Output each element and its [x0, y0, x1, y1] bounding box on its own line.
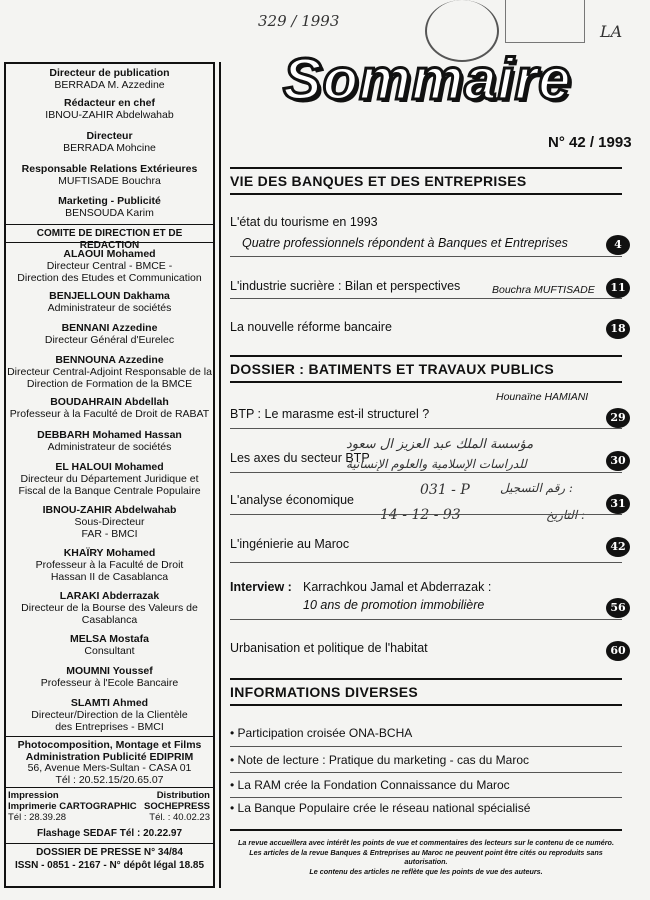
page-number-badge: 56 [606, 598, 630, 618]
article-title: L'ingénierie au Maroc [230, 537, 350, 551]
footer-notice [228, 838, 624, 876]
section-heading-infos: INFORMATIONS DIVERSES [230, 684, 419, 700]
masthead-person: BENSOUDA Karim [65, 207, 154, 219]
section-rule [230, 704, 622, 706]
member-desc: Casablanca [81, 614, 138, 626]
member-desc: Directeur du Département Juridique et [20, 473, 199, 485]
member-desc: Directeur Central-Adjoint Responsable de la [7, 366, 212, 378]
distribution-block [140, 790, 210, 823]
impression-name: Imprimerie CARTOGRAPHIC [8, 801, 137, 812]
masthead-block-1 [6, 97, 213, 121]
article-author: Hounaïne HAMIANI [496, 391, 589, 403]
info-separator [230, 746, 622, 747]
page-number-badge: 29 [606, 408, 630, 428]
article-separator [230, 562, 622, 563]
committee-title: COMITE DE DIRECTION ET DE REDACTION [36, 228, 183, 251]
committee-member [6, 461, 213, 497]
production-address: 56, Avenue Mers-Sultan - CASA 01 [27, 762, 192, 774]
member-name: BENJELLOUN Dakhama [49, 290, 170, 302]
article-author: Bouchra MUFTISADE [492, 284, 595, 296]
distribution-tel: Tél. : 40.02.23 [149, 812, 210, 823]
page-number-badge: 4 [606, 235, 630, 255]
library-stamp-rect [505, 0, 585, 43]
footer-line: Les articles de la revue Banques & Entreprises au Maroc ne peuvent point être cités ou reproduits sans autorisation. [249, 847, 603, 866]
stamp-registration-label: رقم التسجيل : [500, 481, 573, 495]
committee-member [6, 354, 213, 390]
masthead-role: Directeur [86, 130, 133, 142]
page-title: Sommaire [283, 47, 572, 112]
stamp-registration-value: 031 - P [420, 482, 470, 498]
article-title: La nouvelle réforme bancaire [230, 320, 392, 334]
info-separator [230, 772, 622, 773]
committee-member [6, 504, 213, 540]
production-divider [4, 736, 215, 737]
info-item: • La RAM crée la Fondation Connaissance du Maroc [230, 778, 510, 792]
column-divider [219, 62, 221, 888]
member-name: EL HALOUI Mohamed [55, 461, 164, 473]
article-separator [230, 256, 622, 257]
member-name: BOUDAHRAIN Abdellah [50, 396, 169, 408]
masthead-person: BERRADA M. Azzedine [54, 79, 165, 91]
footer-rule [230, 829, 622, 831]
section-rule [230, 381, 622, 383]
handwritten-reference: 329 / 1993 [258, 12, 340, 30]
member-name: MOUMNI Youssef [66, 665, 153, 677]
article-separator [230, 298, 622, 299]
committee-member [6, 633, 213, 657]
section-rule [230, 678, 622, 680]
masthead-block-0 [6, 67, 213, 91]
section-rule [230, 193, 622, 195]
masthead-role: Responsable Relations Extérieures [21, 163, 198, 175]
masthead-block-4 [6, 195, 213, 219]
interview-label: Interview : [230, 580, 292, 594]
article-separator [230, 619, 622, 620]
member-desc: Directeur de la Bourse des Valeurs de [21, 602, 198, 614]
impression-block [8, 790, 137, 823]
member-name: MELSA Mostafa [70, 633, 149, 645]
distribution-label: Distribution [156, 790, 210, 801]
page-number-badge: 30 [606, 451, 630, 471]
member-desc: Professeur à l'Ecole Bancaire [40, 677, 179, 689]
page-number-badge: 31 [606, 494, 630, 514]
stamp-institution-line2: للدراسات الإسلامية والعلوم الإنسانية [346, 457, 527, 471]
masthead-block-2 [6, 130, 213, 154]
stamp-institution-line1: مؤسسة الملك عبد العزيز ال سعود [346, 437, 534, 452]
member-name: LARAKI Abderrazak [59, 590, 160, 602]
masthead-person: BERRADA Mohcine [63, 142, 156, 154]
member-desc: Consultant [84, 645, 135, 657]
info-item: • La Banque Populaire crée le réseau national spécialisé [230, 801, 531, 815]
committee-member [6, 590, 213, 626]
member-desc: Direction des Etudes et Communication [17, 272, 202, 284]
member-desc: Direction de Formation de la BMCE [26, 378, 193, 390]
page-number-badge: 42 [606, 537, 630, 557]
member-desc: Administrateur de sociétés [47, 441, 172, 453]
impression-tel: Tél : 28.39.28 [8, 812, 67, 823]
page-number-badge: 18 [606, 319, 630, 339]
committee-member [6, 665, 213, 689]
article-title: L'analyse économique [230, 493, 354, 507]
committee-member [6, 429, 213, 453]
masthead-role: Marketing - Publicité [58, 195, 161, 207]
impression-label: Impression [8, 790, 59, 801]
production-line: Administration Publicité EDIPRIM [25, 750, 194, 763]
member-desc: Directeur Central - BMCE - [46, 260, 173, 272]
section-rule [230, 167, 622, 169]
member-desc: Fiscal de la Banque Centrale Populaire [18, 485, 201, 497]
article-separator [230, 514, 622, 515]
stamp-date-value: 14 - 12 - 93 [380, 507, 461, 523]
masthead-role: Rédacteur en chef [63, 97, 156, 109]
member-name: BENNANI Azzedine [61, 322, 158, 334]
handwritten-code: LA [600, 22, 623, 41]
member-desc: Administrateur de sociétés [47, 302, 172, 314]
masthead-person: IBNOU-ZAHIR Abdelwahab [45, 109, 174, 121]
committee-member [6, 396, 213, 420]
member-name: ALAOUI Mohamed [63, 248, 156, 260]
production-line: Photocomposition, Montage et Films [17, 739, 202, 751]
masthead-role: Directeur de publication [49, 67, 170, 79]
page-number-badge: 11 [606, 278, 630, 298]
page-number-badge: 60 [606, 641, 630, 661]
committee-member [6, 322, 213, 346]
info-item: • Note de lecture : Pratique du marketing - cas du Maroc [230, 753, 530, 767]
article-title: Les axes du secteur BTP [230, 451, 370, 465]
committee-member [6, 248, 213, 284]
production-block [6, 740, 213, 786]
issue-number: N° 42 / 1993 [548, 134, 632, 151]
info-separator [230, 797, 622, 798]
masthead-block-3 [6, 163, 213, 187]
stamp-date-label: التاريخ : [546, 508, 586, 522]
member-name: BENNOUNA Azzedine [55, 354, 164, 366]
issn: ISSN - 0851 - 2167 - N° dépôt légal 18.85 [14, 860, 205, 871]
member-desc: FAR - BMCI [81, 528, 138, 540]
article-title: Urbanisation et politique de l'habitat [230, 641, 428, 655]
distribution-name: SOCHEPRESS [144, 801, 210, 812]
production-divider-2 [4, 787, 215, 788]
footer-line: Le contenu des articles ne reflète que les points de vue des auteurs. [309, 866, 543, 876]
member-name: KHAÏRY Mohamed [63, 547, 156, 559]
article-separator [230, 428, 622, 429]
member-name: DEBBARH Mohamed Hassan [37, 429, 182, 441]
masthead-person: MUFTISADE Bouchra [58, 175, 161, 187]
dossier-divider [4, 843, 215, 844]
member-desc: Directeur Général d'Eurelec [44, 334, 175, 346]
article-separator [230, 472, 622, 473]
committee-member [6, 547, 213, 583]
section-heading-banques: VIE DES BANQUES ET DES ENTREPRISES [230, 173, 527, 189]
member-desc: Directeur/Direction de la Clientèle [31, 709, 188, 721]
section-heading-btp: DOSSIER : BATIMENTS ET TRAVAUX PUBLICS [230, 361, 555, 377]
article-title: L'industrie sucrière : Bilan et perspectives [230, 279, 461, 293]
article-title: BTP : Le marasme est-il structurel ? [230, 407, 430, 421]
committee-divider [4, 242, 215, 243]
committee-member [6, 697, 213, 733]
member-desc: Professeur à la Faculté de Droit de RABAT [9, 408, 210, 420]
section-rule [230, 355, 622, 357]
article-title: L'état du tourisme en 1993 [230, 215, 378, 229]
member-desc: des Entreprises - BMCI [55, 721, 164, 733]
article-subtitle: Quatre professionnels répondent à Banques et Entreprises [242, 236, 568, 250]
production-phone: Tél : 20.52.15/20.65.07 [55, 773, 164, 786]
member-desc: Hassan II de Casablanca [50, 571, 169, 583]
member-desc: Professeur à la Faculté de Droit [35, 559, 184, 571]
footer-line: La revue accueillera avec intérêt les points de vue et commentaires des lecteurs sur le contenu de ce numéro. [238, 838, 614, 847]
article-title: Karrachkou Jamal et Abderrazak : [303, 580, 492, 594]
member-desc: Sous-Directeur [74, 516, 145, 528]
member-name: SLAMTI Ahmed [70, 697, 149, 709]
info-item: • Participation croisée ONA-BCHA [230, 726, 413, 740]
member-name: IBNOU-ZAHIR Abdelwahab [42, 504, 177, 516]
article-subtitle: 10 ans de promotion immobilière [303, 598, 485, 612]
masthead-divider [4, 224, 215, 225]
flashage: Flashage SEDAF Tél : 20.22.97 [36, 828, 183, 839]
dossier-presse: DOSSIER DE PRESSE N° 34/84 [36, 847, 183, 858]
committee-member [6, 290, 213, 314]
